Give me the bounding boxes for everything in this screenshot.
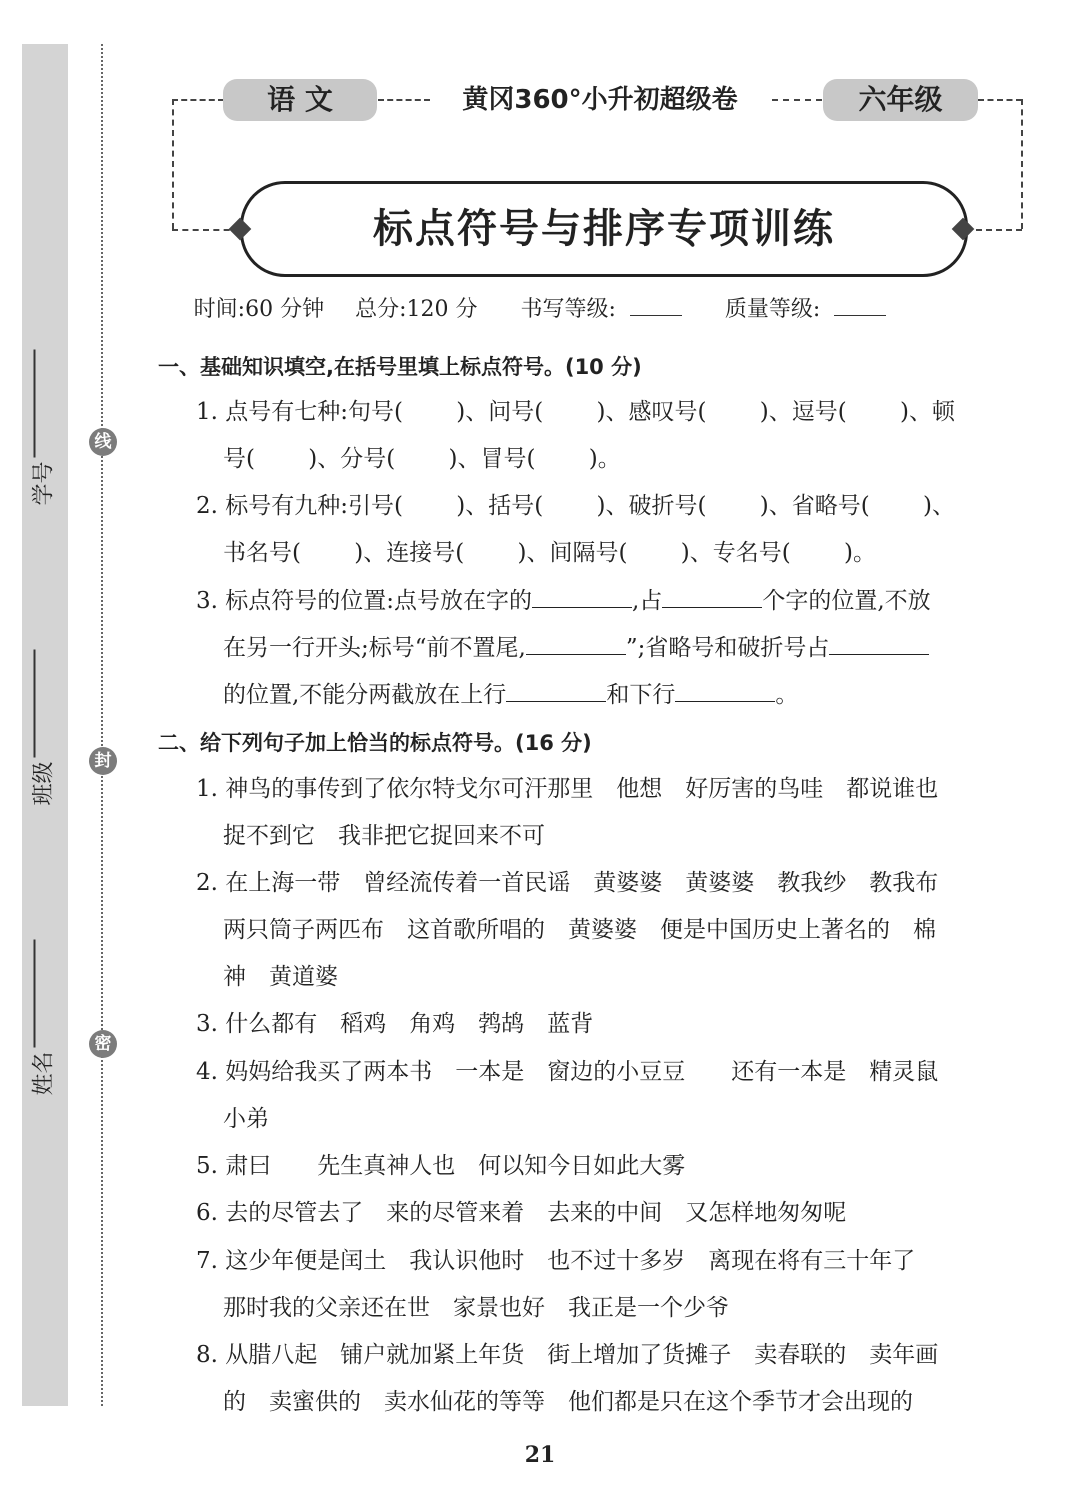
seal-dense-mark: 密: [89, 1030, 117, 1058]
answer-blank[interactable]: [532, 585, 632, 608]
answer-blank[interactable]: [662, 585, 762, 608]
question-line: 小弟: [223, 1106, 269, 1132]
question-line: 号( )、分号( )、冒号( )。: [223, 446, 621, 472]
writing-grade-blank[interactable]: [630, 315, 682, 316]
exam-meta: [0, 292, 1080, 323]
answer-blank[interactable]: [675, 679, 775, 702]
question-line: 的位置,不能分两截放在上行 和下行 。: [223, 679, 798, 711]
question-line: 的 卖蜜供的 卖水仙花的等等 他们都是只在这个季节才会出现的: [223, 1389, 913, 1415]
class-field[interactable]: [27, 626, 58, 806]
question-line: 2. 在上海一带 曾经流传着一首民谣 黄婆婆 黄婆婆 教我纱 教我布: [196, 870, 939, 896]
subject-badge: 语 文: [223, 79, 377, 121]
question-line: 4. 妈妈给我买了两本书 一本是 窗边的小豆豆 还有一本是 精灵鼠: [196, 1059, 939, 1085]
question-line: 书名号( )、连接号( )、间隔号( )、专名号( )。: [223, 540, 877, 566]
student-id-field[interactable]: [27, 326, 58, 506]
student-id-blank[interactable]: [33, 349, 36, 457]
name-field[interactable]: [27, 916, 58, 1096]
class-blank[interactable]: [33, 649, 36, 757]
page-title: 标点符号与排序专项训练: [373, 205, 835, 252]
seal-line-mark: 线: [89, 428, 117, 456]
class-label: 班级: [31, 761, 57, 806]
student-id-label: 学号: [31, 461, 57, 506]
header-dash: [172, 99, 224, 101]
writing-grade-label: 书写等级:: [520, 297, 616, 322]
answer-blank[interactable]: [829, 632, 929, 655]
section-heading: 二、给下列句子加上恰当的标点符号。(16 分): [158, 731, 592, 755]
question-line: 两只筒子两匹布 这首歌所唱的 黄婆婆 便是中国历史上著名的 棉: [223, 917, 936, 943]
question-line: 1. 点号有七种:句号( )、问号( )、感叹号( )、逗号( )、顿: [196, 399, 956, 425]
question-line: 6. 去的尽管去了 来的尽管来着 去来的中间 又怎样地匆匆呢: [196, 1200, 847, 1226]
question-line: 神 黄道婆: [223, 964, 338, 990]
question-line: 3. 什么都有 稻鸡 角鸡 鹁鸪 蓝背: [196, 1011, 594, 1037]
seal-seal-mark: 封: [89, 747, 117, 775]
header-dash: [978, 99, 1022, 101]
page-number: 21: [524, 1442, 556, 1468]
question-line: 5. 肃曰 先生真神人也 何以知今日如此大雾: [196, 1153, 686, 1179]
question-line: 3. 标点符号的位置:点号放在字的 ,占 个字的位置,不放: [196, 585, 931, 617]
header-dash: [966, 229, 1022, 231]
question-line: 8. 从腊八起 铺户就加紧上年货 街上增加了货摊子 卖春联的 卖年画: [196, 1342, 939, 1368]
cut-line: [101, 44, 103, 1406]
question-line: 在另一行开头;标号“前不置尾, ”;省略号和破折号占: [223, 632, 929, 664]
quality-grade-blank[interactable]: [834, 315, 886, 316]
header-dash: [172, 99, 174, 229]
answer-blank[interactable]: [526, 632, 626, 655]
question-line: 捉不到它 我非把它捉回来不可: [223, 823, 545, 849]
time-limit: 时间:60 分钟: [193, 297, 325, 322]
quality-grade-label: 质量等级:: [724, 297, 821, 322]
question-line: 2. 标号有九种:引号( )、括号( )、破折号( )、省略号( )、: [196, 493, 956, 519]
question-line: 那时我的父亲还在世 家景也好 我正是一个少爷: [223, 1295, 729, 1321]
question-line: 1. 神鸟的事传到了依尔特戈尔可汗那里 他想 好厉害的鸟哇 都说谁也: [196, 776, 939, 802]
question-line: 7. 这少年便是闰土 我认识他时 也不过十多岁 离现在将有三十年了: [196, 1248, 916, 1274]
answer-blank[interactable]: [506, 679, 606, 702]
section-heading: 一、基础知识填空,在括号里填上标点符号。(10 分): [158, 355, 642, 379]
name-blank[interactable]: [33, 939, 36, 1047]
total-score: 总分:120 分: [355, 297, 478, 322]
series-title: 黄冈360°小升初超级卷: [462, 85, 738, 115]
name-label: 姓名: [31, 1051, 57, 1096]
grade-badge: 六年级: [823, 79, 978, 121]
header-dash: [1021, 99, 1023, 229]
